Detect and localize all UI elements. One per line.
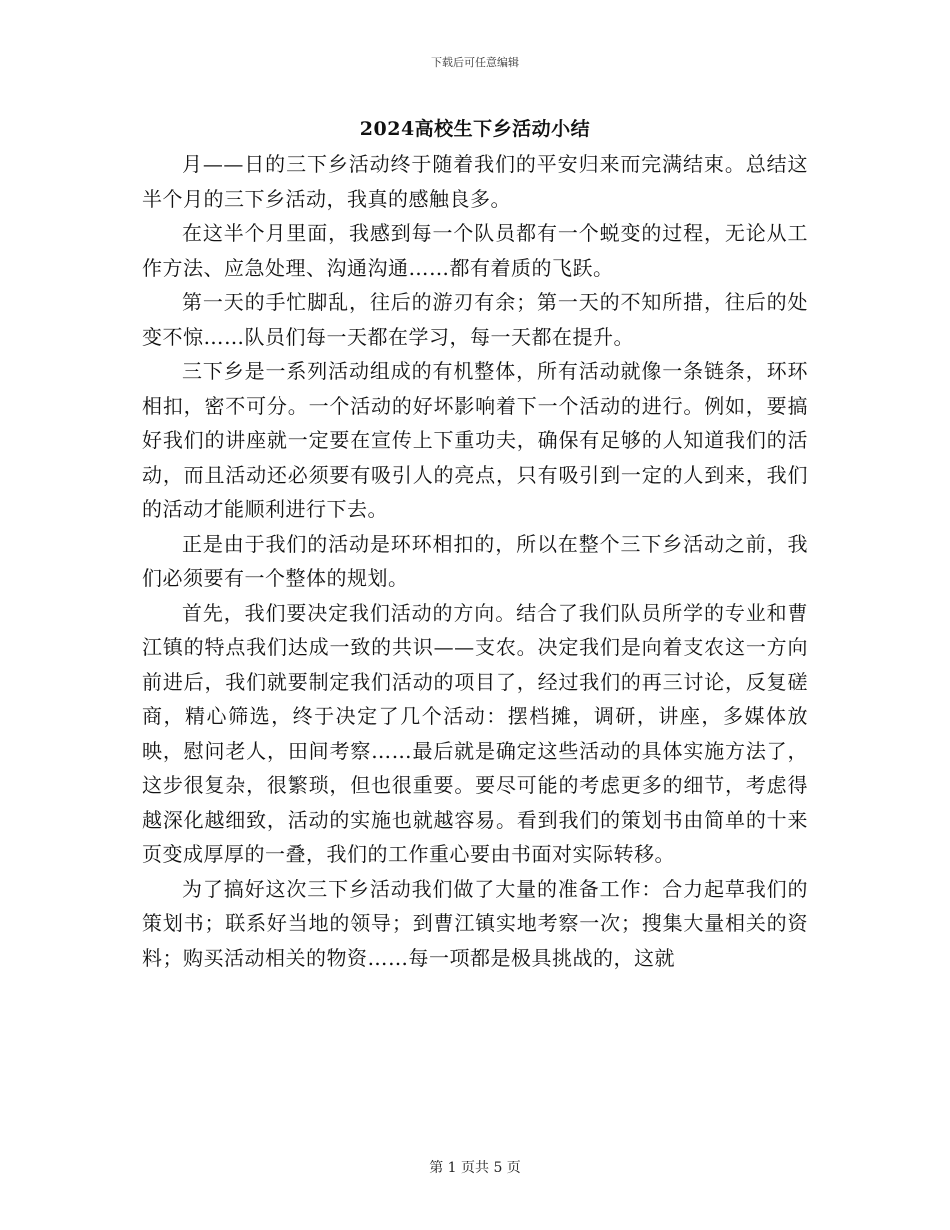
- page-header-note: 下载后可任意编辑: [431, 56, 519, 69]
- paragraph-4: 三下乡是一系列活动组成的有机整体，所有活动就像一条链条，环环相扣，密不可分。一个活动的好坏影响着下一个活动的进行。例如，要搞好我们的讲座就一定要在宣传上下重功夫，确保有足够的人知道我们的活动，而且活动还必须要有吸引人的亮点，只有吸引到一定的人到来，我们的活动才能顺利进行下去。: [142, 359, 808, 521]
- document-body: [142, 147, 808, 975]
- document-title: 2024高校生下乡活动小结: [359, 118, 591, 140]
- paragraph-3: 第一天的手忙脚乱，往后的游刃有余；第一天的不知所措，往后的处变不惊……队员们每一天都在学习，每一天都在提升。: [142, 290, 808, 349]
- page-number: 第 1 页共 5 页: [429, 1160, 521, 1176]
- paragraph-7: 为了搞好这次三下乡活动我们做了大量的准备工作：合力起草我们的策划书；联系好当地的领导；到曹江镇实地考察一次；搜集大量相关的资料；购买活动相关的物资……每一项都是极具挑战的，这就: [142, 876, 808, 970]
- paragraph-5: 正是由于我们的活动是环环相扣的，所以在整个三下乡活动之前，我们必须要有一个整体的规划。: [142, 531, 808, 590]
- paragraph-6: 首先，我们要决定我们活动的方向。结合了我们队员所学的专业和曹江镇的特点我们达成一致的共识——支农。决定我们是向着支农这一方向前进后，我们就要制定我们活动的项目了，经过我们的再三讨论，反复磋商，精心筛选，终于决定了几个活动：摆档摊，调研，讲座，多媒体放映，慰问老人，田间考察……最后就是确定这些活动的具体实施方法了，这步很复杂，很繁琐，但也很重要。要尽可能的考虑更多的细节，考虑得越深化越细致，活动的实施也就越容易。看到我们的策划书由简单的十来页变成厚厚的一叠，我们的工作重心要由书面对实际转移。: [142, 600, 808, 866]
- paragraph-2: 在这半个月里面，我感到每一个队员都有一个蜕变的过程，无论从工作方法、应急处理、沟通沟通……都有着质的飞跃。: [142, 221, 808, 280]
- paragraph-1: 月——日的三下乡活动终于随着我们的平安归来而完满结束。总结这半个月的三下乡活动，我真的感触良多。: [142, 152, 808, 211]
